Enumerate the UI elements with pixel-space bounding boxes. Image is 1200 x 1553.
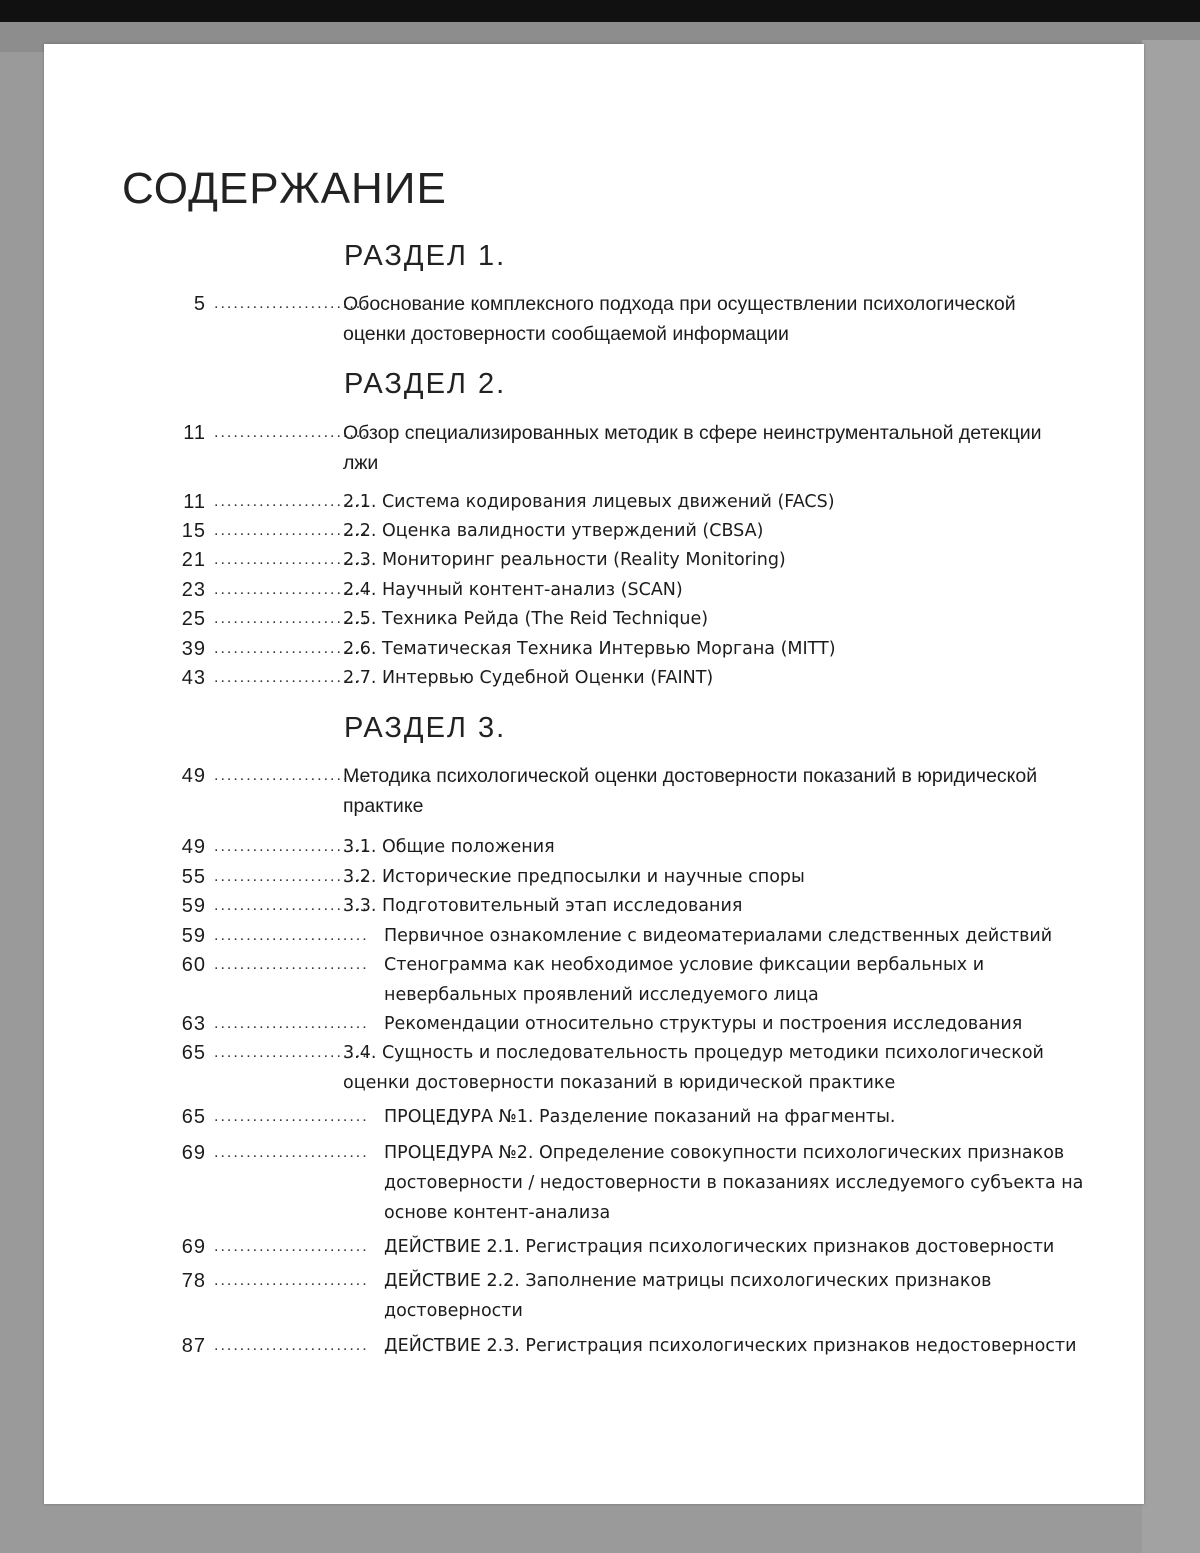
entry-title: 2.3. Мониторинг реальности (Reality Monitoring) — [343, 550, 786, 570]
entry-title: Методика психологической оценки достоверности показаний в юридической практике — [343, 765, 1038, 817]
dot-leader: ........................ — [214, 1144, 369, 1161]
dot-leader: ........................ — [214, 868, 369, 885]
page-title: СОДЕРЖАНИЕ — [122, 164, 447, 213]
page-number: 49 — [181, 765, 206, 787]
entry-title: 2.6. Тематическая Техника Интервью Моргана (MITT) — [343, 639, 836, 659]
page-number: 55 — [181, 866, 206, 888]
entry-title: 2.5. Техника Рейда (The Reid Technique) — [343, 609, 709, 629]
dot-leader: ........................ — [214, 581, 369, 598]
dot-leader: ........................ — [214, 927, 369, 944]
entry-title: 2.1. Система кодирования лицевых движений (FACS) — [343, 492, 835, 512]
page-number: 21 — [181, 549, 206, 571]
dot-leader: ........................ — [214, 1015, 369, 1032]
entry-title: Стенограмма как необходимое условие фиксации вербальных и невербальных проявлений исследуемого лица — [384, 955, 985, 1005]
entry-title: Рекомендации относительно структуры и построения исследования — [384, 1014, 1023, 1034]
entry-title: 2.4. Научный контент-анализ (SCAN) — [343, 580, 683, 600]
page-number: 43 — [181, 667, 206, 689]
entry-title: Обоснование комплексного подхода при осуществлении психологической оценки достоверности сообщаемой информации — [343, 293, 1016, 345]
page-number: 15 — [181, 520, 206, 542]
page-number: 65 — [181, 1042, 206, 1064]
entry-title: ДЕЙСТВИЕ 2.1. Регистрация психологических признаков достоверности — [384, 1237, 1055, 1257]
document-page — [44, 44, 1144, 1504]
dot-leader: ........................ — [214, 610, 369, 627]
page-number: 87 — [181, 1335, 206, 1357]
page-number: 5 — [193, 293, 206, 315]
page-number: 39 — [181, 638, 206, 660]
dot-leader: ........................ — [214, 551, 369, 568]
page-number: 23 — [181, 579, 206, 601]
page-number: 59 — [181, 925, 206, 947]
entry-title: 3.3. Подготовительный этап исследования — [343, 896, 743, 916]
entry-title: ПРОЦЕДУРА №1. Разделение показаний на фрагменты. — [384, 1107, 896, 1127]
entry-title: Первичное ознакомление с видеоматериалами следственных действий — [384, 926, 1053, 946]
entry-title: 3.4. Сущность и последовательность процедур методики психологической оценки достоверности показаний в юридической практике — [343, 1043, 1044, 1093]
dot-leader: ........................ — [214, 1238, 369, 1255]
page-number: 69 — [181, 1236, 206, 1258]
dot-leader: ........................ — [214, 640, 369, 657]
entry-title: 2.7. Интервью Судебной Оценки (FAINT) — [343, 668, 714, 688]
page-number: 69 — [181, 1142, 206, 1164]
page-number: 78 — [181, 1270, 206, 1292]
entry-title: 2.2. Оценка валидности утверждений (CBSA) — [343, 521, 764, 541]
section-heading: РАЗДЕЛ 1. — [344, 240, 507, 272]
dot-leader: ........................ — [214, 522, 369, 539]
page-number: 11 — [183, 422, 206, 444]
entry-title: Обзор специализированных методик в сфере неинструментальной детекции лжи — [343, 422, 1042, 474]
page-number: 25 — [181, 608, 206, 630]
dot-leader: ........................ — [214, 669, 369, 686]
dot-leader: ........................ — [214, 1272, 369, 1289]
page-number: 11 — [183, 491, 206, 513]
section-heading: РАЗДЕЛ 2. — [344, 368, 507, 400]
section-heading: РАЗДЕЛ 3. — [344, 712, 507, 744]
page-number: 60 — [181, 954, 206, 976]
scan-top-border — [0, 0, 1200, 22]
dot-leader: ........................ — [214, 1337, 369, 1354]
dot-leader: ........................ — [214, 1044, 369, 1061]
page-number: 49 — [181, 836, 206, 858]
entry-title: ПРОЦЕДУРА №2. Определение совокупности психологических признаков достоверности / недостоверности в показаниях исследуемого субъекта на основе контент-анализа — [384, 1143, 1084, 1223]
dot-leader: ........................ — [214, 1108, 369, 1125]
dot-leader: ........................ — [214, 424, 369, 441]
page-number: 59 — [181, 895, 206, 917]
entry-title: ДЕЙСТВИЕ 2.2. Заполнение матрицы психологических признаков достоверности — [384, 1271, 992, 1321]
page-number: 63 — [181, 1013, 206, 1035]
page-number: 65 — [181, 1106, 206, 1128]
dot-leader: ........................ — [214, 897, 369, 914]
dot-leader: ........................ — [214, 493, 369, 510]
dot-leader: ........................ — [214, 295, 369, 312]
entry-title: 3.1. Общие положения — [343, 837, 555, 857]
dot-leader: ........................ — [214, 838, 369, 855]
entry-title: 3.2. Исторические предпосылки и научные споры — [343, 867, 805, 887]
entry-title: ДЕЙСТВИЕ 2.3. Регистрация психологических признаков недостоверности — [384, 1336, 1077, 1356]
scan-right-shadow — [1142, 40, 1200, 1553]
dot-leader: ........................ — [214, 956, 369, 973]
dot-leader: ........................ — [214, 767, 369, 784]
